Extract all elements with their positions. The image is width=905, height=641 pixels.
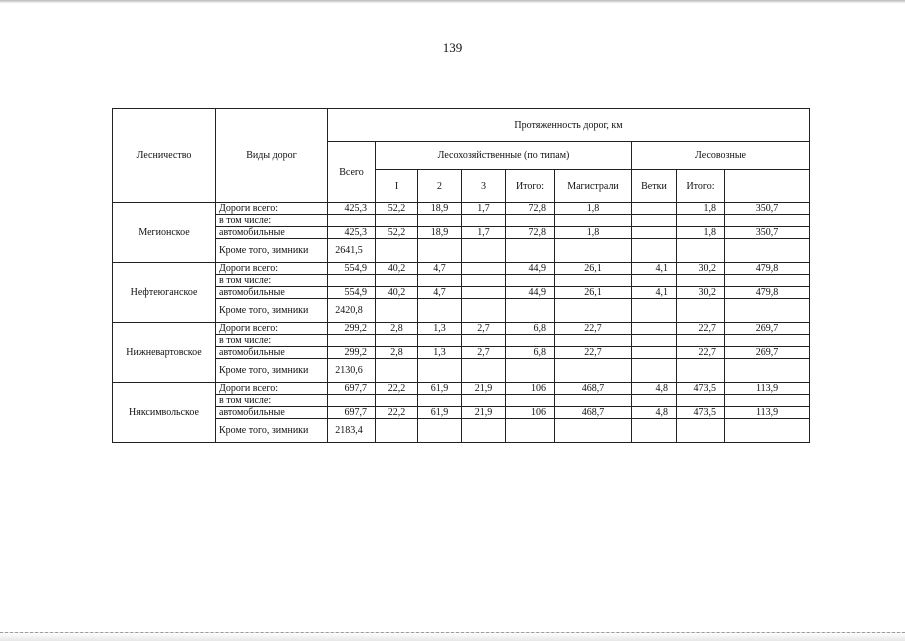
cell-branches bbox=[632, 227, 677, 239]
cell-mains bbox=[555, 359, 632, 383]
cell-forestry-subtotal: 106 bbox=[506, 383, 555, 395]
cell-type-2 bbox=[418, 335, 462, 347]
cell-forestry-subtotal bbox=[506, 299, 555, 323]
cell-mains bbox=[555, 335, 632, 347]
cell-type-3 bbox=[462, 215, 506, 227]
road-kind: Кроме того, зимники bbox=[216, 299, 328, 323]
cell-branches bbox=[632, 215, 677, 227]
cell-type-1: 40,2 bbox=[376, 263, 418, 275]
header-forestry-subtotal: Итого: bbox=[506, 170, 555, 203]
cell-type-3: 21,9 bbox=[462, 383, 506, 395]
cell-logging-subtotal bbox=[677, 239, 725, 263]
cell-type-1: 2,8 bbox=[376, 347, 418, 359]
cell-total: 425,3 bbox=[328, 227, 376, 239]
cell-type-3 bbox=[462, 299, 506, 323]
cell-type-2 bbox=[418, 215, 462, 227]
cell-public-use bbox=[725, 239, 810, 263]
cell-public-use bbox=[725, 275, 810, 287]
table-row bbox=[113, 347, 810, 359]
cell-total bbox=[328, 335, 376, 347]
cell-mains: 26,1 bbox=[555, 287, 632, 299]
cell-type-2 bbox=[418, 419, 462, 443]
cell-public-use: 350,7 bbox=[725, 227, 810, 239]
cell-mains: 468,7 bbox=[555, 383, 632, 395]
cell-type-3 bbox=[462, 287, 506, 299]
cell-public-use bbox=[725, 419, 810, 443]
cell-logging-subtotal: 22,7 bbox=[677, 347, 725, 359]
cell-mains: 1,8 bbox=[555, 203, 632, 215]
forestry-name: Мегионское bbox=[113, 203, 216, 263]
cell-type-1 bbox=[376, 215, 418, 227]
cell-type-2 bbox=[418, 395, 462, 407]
cell-total: 697,7 bbox=[328, 407, 376, 419]
cell-branches: 4,1 bbox=[632, 287, 677, 299]
cell-public-use: 350,7 bbox=[725, 203, 810, 215]
header-total: Всего bbox=[328, 142, 376, 203]
cell-type-3 bbox=[462, 419, 506, 443]
cell-forestry-subtotal bbox=[506, 215, 555, 227]
road-kind: Дороги всего: bbox=[216, 263, 328, 275]
cell-total: 2641,5 bbox=[328, 239, 376, 263]
cell-total: 425,3 bbox=[328, 203, 376, 215]
cell-mains bbox=[555, 419, 632, 443]
table-row bbox=[113, 203, 810, 215]
cell-public-use: 479,8 bbox=[725, 263, 810, 275]
cell-type-3 bbox=[462, 335, 506, 347]
cell-branches bbox=[632, 239, 677, 263]
cell-type-3: 21,9 bbox=[462, 407, 506, 419]
cell-total: 299,2 bbox=[328, 347, 376, 359]
header-road-types: Виды дорог bbox=[216, 109, 328, 203]
cell-type-3 bbox=[462, 263, 506, 275]
road-kind: автомобильные bbox=[216, 287, 328, 299]
cell-type-1 bbox=[376, 275, 418, 287]
forestry-name: Няксимвольское bbox=[113, 383, 216, 443]
cell-forestry-subtotal bbox=[506, 359, 555, 383]
cell-branches bbox=[632, 347, 677, 359]
cell-type-1: 22,2 bbox=[376, 407, 418, 419]
cell-type-3 bbox=[462, 275, 506, 287]
cell-public-use bbox=[725, 395, 810, 407]
cell-mains: 22,7 bbox=[555, 323, 632, 335]
cell-branches: 4,8 bbox=[632, 407, 677, 419]
cell-type-1: 22,2 bbox=[376, 383, 418, 395]
cell-type-2 bbox=[418, 239, 462, 263]
cell-type-1 bbox=[376, 335, 418, 347]
scan-edge-top bbox=[0, 0, 905, 3]
cell-type-2 bbox=[418, 299, 462, 323]
table-row bbox=[113, 407, 810, 419]
cell-public-use bbox=[725, 215, 810, 227]
cell-forestry-subtotal bbox=[506, 395, 555, 407]
table-row bbox=[113, 419, 810, 443]
cell-logging-subtotal bbox=[677, 419, 725, 443]
cell-total: 2420,8 bbox=[328, 299, 376, 323]
roads-table bbox=[112, 108, 810, 443]
cell-forestry-subtotal: 44,9 bbox=[506, 287, 555, 299]
cell-branches: 4,1 bbox=[632, 263, 677, 275]
cell-branches bbox=[632, 203, 677, 215]
cell-type-2: 18,9 bbox=[418, 203, 462, 215]
cell-mains bbox=[555, 275, 632, 287]
road-kind: в том числе: bbox=[216, 335, 328, 347]
cell-type-2 bbox=[418, 359, 462, 383]
cell-logging-subtotal bbox=[677, 299, 725, 323]
road-kind: в том числе: bbox=[216, 215, 328, 227]
cell-logging-subtotal: 473,5 bbox=[677, 383, 725, 395]
cell-total bbox=[328, 215, 376, 227]
cell-forestry-subtotal: 106 bbox=[506, 407, 555, 419]
cell-logging-subtotal bbox=[677, 215, 725, 227]
table-row bbox=[113, 323, 810, 335]
cell-mains: 22,7 bbox=[555, 347, 632, 359]
cell-total: 554,9 bbox=[328, 263, 376, 275]
cell-forestry-subtotal: 6,8 bbox=[506, 323, 555, 335]
road-kind: автомобильные bbox=[216, 407, 328, 419]
table-row bbox=[113, 263, 810, 275]
cell-total bbox=[328, 275, 376, 287]
cell-type-3: 2,7 bbox=[462, 323, 506, 335]
cell-mains bbox=[555, 239, 632, 263]
cell-type-1: 2,8 bbox=[376, 323, 418, 335]
cell-type-1 bbox=[376, 239, 418, 263]
cell-total: 299,2 bbox=[328, 323, 376, 335]
cell-public-use bbox=[725, 335, 810, 347]
cell-logging-subtotal bbox=[677, 335, 725, 347]
cell-logging-subtotal: 22,7 bbox=[677, 323, 725, 335]
cell-logging-subtotal: 30,2 bbox=[677, 263, 725, 275]
cell-type-1 bbox=[376, 395, 418, 407]
header-length: Протяженность дорог, км bbox=[328, 109, 810, 142]
road-kind: Кроме того, зимники bbox=[216, 359, 328, 383]
cell-branches bbox=[632, 419, 677, 443]
cell-branches bbox=[632, 299, 677, 323]
cell-branches bbox=[632, 323, 677, 335]
cell-type-3: 1,7 bbox=[462, 203, 506, 215]
cell-total: 554,9 bbox=[328, 287, 376, 299]
cell-branches bbox=[632, 359, 677, 383]
cell-type-1: 52,2 bbox=[376, 203, 418, 215]
table-row bbox=[113, 215, 810, 227]
cell-total: 2183,4 bbox=[328, 419, 376, 443]
cell-forestry-subtotal: 6,8 bbox=[506, 347, 555, 359]
cell-branches bbox=[632, 335, 677, 347]
table-row bbox=[113, 239, 810, 263]
cell-branches bbox=[632, 395, 677, 407]
road-kind: автомобильные bbox=[216, 227, 328, 239]
cell-type-2: 61,9 bbox=[418, 383, 462, 395]
header-forestry: Лесничество bbox=[113, 109, 216, 203]
table-body bbox=[113, 203, 810, 443]
cell-total bbox=[328, 395, 376, 407]
cell-type-1 bbox=[376, 419, 418, 443]
road-kind: Дороги всего: bbox=[216, 383, 328, 395]
cell-type-1 bbox=[376, 359, 418, 383]
header-branches: Ветки bbox=[632, 170, 677, 203]
road-kind: Дороги всего: bbox=[216, 323, 328, 335]
cell-type-1 bbox=[376, 299, 418, 323]
cell-public-use bbox=[725, 359, 810, 383]
cell-mains: 1,8 bbox=[555, 227, 632, 239]
cell-type-2: 4,7 bbox=[418, 263, 462, 275]
cell-logging-subtotal: 1,8 bbox=[677, 203, 725, 215]
cell-logging-subtotal: 30,2 bbox=[677, 287, 725, 299]
cell-forestry-subtotal bbox=[506, 239, 555, 263]
cell-public-use bbox=[725, 299, 810, 323]
cell-logging-subtotal: 1,8 bbox=[677, 227, 725, 239]
table-row bbox=[113, 383, 810, 395]
header-mains: Магистрали bbox=[555, 170, 632, 203]
cell-mains bbox=[555, 215, 632, 227]
table-row bbox=[113, 335, 810, 347]
cell-type-3: 2,7 bbox=[462, 347, 506, 359]
cell-type-2: 4,7 bbox=[418, 287, 462, 299]
table-row bbox=[113, 275, 810, 287]
road-kind: Кроме того, зимники bbox=[216, 239, 328, 263]
cell-total: 697,7 bbox=[328, 383, 376, 395]
header-type-2: 2 bbox=[418, 170, 462, 203]
cell-type-3 bbox=[462, 359, 506, 383]
cell-forestry-subtotal bbox=[506, 335, 555, 347]
header-type-1: I bbox=[376, 170, 418, 203]
cell-forestry-subtotal: 44,9 bbox=[506, 263, 555, 275]
cell-type-3 bbox=[462, 395, 506, 407]
cell-public-use: 479,8 bbox=[725, 287, 810, 299]
table-row bbox=[113, 299, 810, 323]
cell-type-2: 1,3 bbox=[418, 323, 462, 335]
page-number: 139 bbox=[442, 40, 463, 55]
cell-type-3: 1,7 bbox=[462, 227, 506, 239]
cell-mains: 468,7 bbox=[555, 407, 632, 419]
cell-branches bbox=[632, 275, 677, 287]
cell-total: 2130,6 bbox=[328, 359, 376, 383]
header-type-3: 3 bbox=[462, 170, 506, 203]
road-kind: Кроме того, зимники bbox=[216, 419, 328, 443]
cell-type-1: 52,2 bbox=[376, 227, 418, 239]
cell-type-2: 18,9 bbox=[418, 227, 462, 239]
cell-logging-subtotal bbox=[677, 275, 725, 287]
cell-public-use: 269,7 bbox=[725, 347, 810, 359]
road-kind: автомобильные bbox=[216, 347, 328, 359]
table-row bbox=[113, 287, 810, 299]
table-row bbox=[113, 227, 810, 239]
table-row bbox=[113, 395, 810, 407]
cell-forestry-subtotal: 72,8 bbox=[506, 227, 555, 239]
cell-logging-subtotal: 473,5 bbox=[677, 407, 725, 419]
cell-branches: 4,8 bbox=[632, 383, 677, 395]
cell-type-2 bbox=[418, 275, 462, 287]
header-forestry-roads: Лесохозяйственные (по типам) bbox=[376, 142, 632, 170]
cell-forestry-subtotal bbox=[506, 275, 555, 287]
cell-logging-subtotal bbox=[677, 395, 725, 407]
forestry-name: Нижневартовское bbox=[113, 323, 216, 383]
cell-mains bbox=[555, 395, 632, 407]
cell-forestry-subtotal: 72,8 bbox=[506, 203, 555, 215]
cell-type-2: 61,9 bbox=[418, 407, 462, 419]
cell-type-3 bbox=[462, 239, 506, 263]
cell-mains bbox=[555, 299, 632, 323]
table-row bbox=[113, 359, 810, 383]
cell-type-1: 40,2 bbox=[376, 287, 418, 299]
road-kind: в том числе: bbox=[216, 395, 328, 407]
header-logging-roads: Лесовозные bbox=[632, 142, 810, 170]
forestry-name: Нефтеюганское bbox=[113, 263, 216, 323]
cell-logging-subtotal bbox=[677, 359, 725, 383]
cell-public-use: 113,9 bbox=[725, 407, 810, 419]
cell-mains: 26,1 bbox=[555, 263, 632, 275]
cell-public-use: 269,7 bbox=[725, 323, 810, 335]
cell-type-2: 1,3 bbox=[418, 347, 462, 359]
road-kind: в том числе: bbox=[216, 275, 328, 287]
header-logging-subtotal: Итого: bbox=[677, 170, 725, 203]
cell-forestry-subtotal bbox=[506, 419, 555, 443]
road-kind: Дороги всего: bbox=[216, 203, 328, 215]
cell-public-use: 113,9 bbox=[725, 383, 810, 395]
